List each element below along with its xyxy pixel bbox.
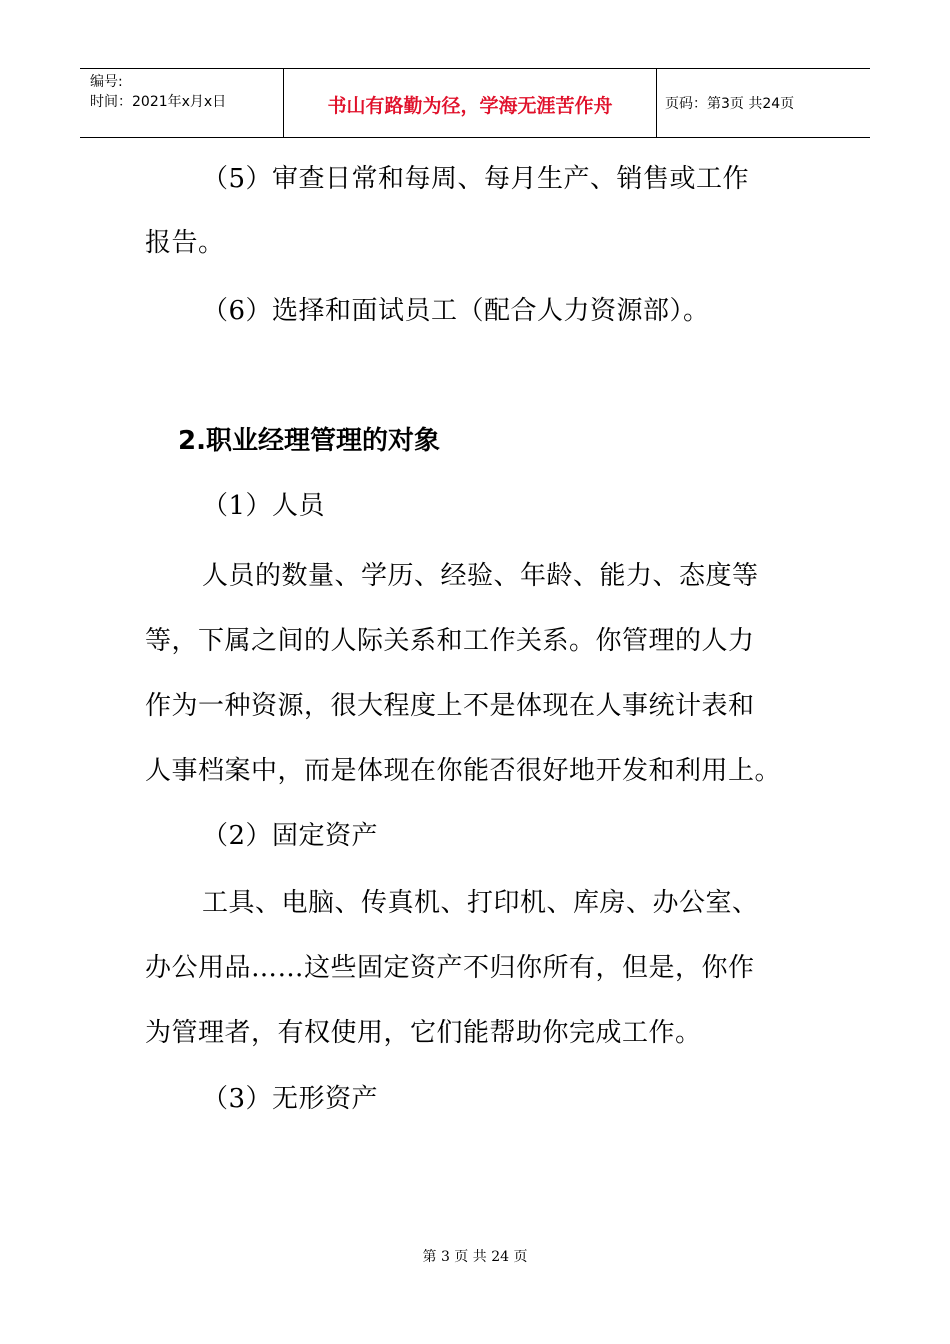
paragraph-line: 作为一种资源，很大程度上不是体现在人事统计表和 [145, 691, 755, 721]
time-label: 时间：2021年x月x日 [90, 94, 227, 110]
paragraph-line: 人事档案中，而是体现在你能否很好地开发和利用上。 [145, 756, 782, 786]
paragraph-line: 人员的数量、学历、经验、年龄、能力、态度等 [202, 561, 759, 591]
motto-text: 书山有路勤为径，学海无涯苦作舟 [327, 95, 613, 117]
page-header [80, 68, 870, 138]
paragraph-line: 等，下属之间的人际关系和工作关系。你管理的人力 [145, 626, 755, 656]
header-page-cell [656, 69, 870, 137]
section-heading: 2.职业经理管理的对象 [178, 426, 440, 456]
paragraph-line: 工具、电脑、传真机、打印机、库房、办公室、 [202, 888, 759, 918]
paragraph-line: （1）人员 [202, 491, 326, 521]
paragraph-line: 报告。 [145, 228, 225, 258]
paragraph-line: （6）选择和面试员工（配合人力资源部）。 [202, 296, 710, 326]
paragraph-line: 为管理者，有权使用，它们能帮助你完成工作。 [145, 1018, 702, 1048]
paragraph-line: （3）无形资产 [202, 1084, 379, 1114]
header-meta-cell [80, 69, 283, 137]
header-motto-cell [283, 69, 657, 137]
page-footer: 第 3 页 共 24 页 [422, 1249, 528, 1265]
page-info: 页码：第3页 共24页 [665, 96, 795, 112]
paragraph-line: （5）审查日常和每周、每月生产、销售或工作 [202, 164, 750, 194]
paragraph-line: （2）固定资产 [202, 821, 379, 851]
paragraph-line: 办公用品……这些固定资产不归你所有，但是，你作 [145, 953, 755, 983]
number-label: 编号: [90, 74, 123, 90]
